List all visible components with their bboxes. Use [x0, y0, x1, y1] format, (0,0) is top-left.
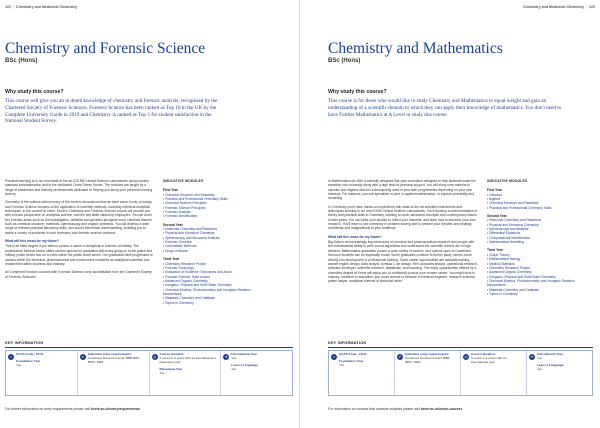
key-info-label: Course duration: [159, 352, 185, 356]
module-item: • Calculus [487, 193, 591, 197]
key-info-value: Yes [159, 370, 165, 375]
module-item: • Chemistry Research Project [487, 266, 591, 270]
module-item: • Forensic Genetics [163, 240, 267, 244]
key-info-cell [329, 351, 395, 395]
module-list [487, 218, 591, 244]
module-item: • Chemical Science Principles [163, 201, 267, 205]
key-info-cell [461, 351, 527, 395]
key-info-cell [527, 351, 592, 395]
module-item: • Chemistry Research Project [163, 262, 267, 266]
key-info-value: Yes [537, 366, 543, 371]
key-info-value: 3 years or 4 years with an international year [471, 355, 507, 364]
module-item: • Drugs of Abuse [163, 249, 267, 253]
body-paragraph: Big Data is an increasingly important area of chemical and pharmaceutical research and people with the mathematical ability to write sound algorithms and understand the scientific context are in high demand. Mathematics graduates pursue a wide variety of careers, and options open to Combined Honours students can be especially broad. Some graduates continue to further study; others move directly into employment or professional training. Some career opportunities are actuarial training, aircraft engine design, data analyst, formula 1 car design, NHS accounts analyst, operational research, software developer, scientific research, statistician, and teaching. The many opportunities offered by a chemistry degree at Keele will equip you to confidently pursue your chosen career. You might work in industry, research or education; you could choose to become a chemical engineer, research scientist, patent lawyer, analytical chemist or technical writer. [328, 240, 478, 284]
key-info-label: Learn a Language [231, 362, 258, 367]
footer-text: For information on courses that combine subjects please visit [328, 407, 421, 411]
module-item: • Forensic Science Team project [163, 275, 267, 279]
module-item: • Chemical Kinetics, Photochemistry and Inorganic Reaction Mechanisms [487, 279, 591, 288]
key-info-label: Indicative entry requirements: [87, 352, 132, 356]
module-list [163, 227, 267, 253]
module-item: • Molecular Chemistry and Reactions [163, 227, 267, 231]
module-item: • Inorganic, Physical and Solid State Chemistry [163, 283, 267, 287]
module-item: • Physical and Structural Chemistry [487, 223, 591, 227]
year-label: Third Year [163, 257, 180, 262]
module-item: • Criminalistic Methods [163, 244, 267, 248]
module-item: • Forensic Identification [163, 214, 267, 218]
module-item: • Spectroscopy and Analysis [487, 227, 591, 231]
module-list [163, 193, 267, 219]
key-info-label: UCAS Code - FG11 [339, 352, 367, 356]
degree-label: BSc (Hons) [328, 58, 361, 64]
module-item: • Forensic Science Principles [163, 206, 267, 210]
footer-note [5, 407, 140, 411]
module-item: • Inorganic, Physical and Solid State Chemistry [487, 275, 591, 279]
key-info-value: Yes [231, 355, 237, 360]
page-number: 122 [5, 5, 11, 9]
body-paragraph: In Chemistry you'll have hands-on experience with state-of-the-art scientific instruments and techniques working in our new £34M Central Science Laboratories. You'll develop a solid foundation of theory and practical skills in Chemistry, building to cover advanced concepts and contemporary issues in later years. You can tailor your studies to reflect your interests, and learn how to enhance your own research. You'll learn to use chemistry in problem solving and to present your theories and findings confidently and imaginatively to your audience. [328, 204, 478, 231]
module-item: • Chemical Structure and Reactivity [487, 201, 591, 205]
module-item: • Practical and Professional Chemistry Skills [487, 206, 591, 210]
key-info-value: Combined Honours A level: BBB IBSC: DDD [405, 355, 450, 364]
key-info-value: Yes [16, 362, 22, 367]
why-study-text: This course is for those who would like to study Chemistry and Mathematics in equal weight and gain an understanding of a scientific domain to which they can apply their knowledge of mathematics. You don't need to have Further Mathematics at A Level to study this course. [328, 98, 562, 118]
key-info-heading: KEY INFORMATION [5, 341, 44, 345]
running-head: Chemistry and Medicinal Chemistry | 123 [523, 5, 595, 9]
key-info-label: UCAS Code - FF41 [16, 352, 44, 356]
location-icon: ⌖ [331, 354, 337, 360]
module-item: • Evaluation of Evidence: Explosives and Arson [163, 270, 267, 274]
key-info-cell [6, 351, 78, 395]
module-item: • Materials Chemistry and Catalysis [163, 296, 267, 300]
footer-link[interactable]: keele.ac.uk/entryrequirements [91, 407, 140, 411]
key-info-label: International Year [537, 352, 563, 356]
right-page [300, 0, 600, 428]
module-item: • Mathematical Modelling [487, 240, 591, 244]
key-info-label: Learn a Language [537, 362, 564, 367]
running-head: 122 | Chemistry and Medicinal Chemistry [5, 5, 77, 9]
module-list [487, 193, 591, 210]
plane-icon: ✈ [530, 354, 534, 359]
why-study-text: This course will give you an in depth knowledge of chemistry and forensic analysis, recognised by the Chartered Society of Forensic Sciences. Forensic Science has been ranked as Top 10 in the UK by the Complete University Guide in 2019 and Chemistry is ranked as Top 5 for student satisfaction in the National Student Survey. [5, 98, 218, 125]
page-number: 123 [589, 5, 595, 9]
key-info-cell [395, 351, 461, 395]
course-title: Chemistry and Mathematics [328, 40, 503, 57]
module-item: • Chemical Structure and Reactivity [163, 193, 267, 197]
year-label: Third Year [487, 248, 504, 253]
module-item: • Chemical Kinetics, Photochemistry and Inorganic Reaction Mechanisms [163, 288, 267, 297]
body-paragraph: This is an ideal degree if you wish to pursue a career in analytical or forensic chemistry. The professional forensic sector offers various options for graduates with many going on to the police and military police forces and on to roles within the public crime sector. Our graduates have progressed to careers within the chemical, pharmaceutical and environment industries as analytical scientists and researchers within business and industry. [5, 244, 153, 266]
indicative-modules [487, 179, 591, 296]
key-info-value: Combined Honours A level: BBB-BBC IBSC: DDD [87, 355, 140, 364]
footer-link[interactable]: keele.ac.uk/cmbr-courses [420, 407, 463, 411]
plane-icon: ✈ [224, 354, 228, 359]
modules-heading: INDICATIVE MODULES [163, 179, 204, 183]
body-paragraph: In Mathematics we offer a carefully designed first year curriculum designed to help students make the transition into university study with a high level of personal support. You will study core material in calculus and algebra which is subsequently used in your later programmes depending on your own interests. For instance, you can specialise in pure or applied mathematics, or explore probability and modelling. [328, 179, 476, 201]
key-info-cell [150, 351, 222, 395]
module-item: • Forensic Toxicology [163, 266, 267, 270]
key-info-value: Yes [537, 355, 543, 360]
module-item: • Computational Mathematics [487, 236, 591, 240]
key-info-label: Foundation Year [16, 358, 41, 363]
module-item: • Advanced Organic Chemistry [487, 270, 591, 274]
module-item: • Mathematical Biology [487, 257, 591, 261]
module-item: • Algebra [487, 197, 591, 201]
divider [328, 347, 593, 348]
course-description [328, 179, 478, 288]
year-label: Second Year [163, 222, 183, 227]
key-info-value: Yes [339, 362, 345, 367]
check-icon: ✔ [398, 354, 402, 359]
key-info-label: International Year [231, 352, 258, 356]
key-info-label: Placement Year [159, 366, 183, 371]
check-icon: ✔ [81, 354, 85, 359]
indicative-modules [163, 179, 267, 305]
section-name: Chemistry and Medicinal Chemistry [16, 5, 77, 9]
module-item: • Advanced Organic Chemistry [163, 279, 267, 283]
section-name: Chemistry and Medicinal Chemistry [523, 5, 584, 9]
year-label: First Year [487, 188, 502, 193]
key-info-box [5, 350, 293, 396]
key-info-value: Yes [231, 366, 237, 371]
footer-text: For further information on entry requirements please visit [5, 407, 92, 411]
key-info-label: Course duration: [471, 352, 496, 356]
module-list [487, 253, 591, 296]
module-item: • Differential Equations [487, 231, 591, 235]
module-item: • Graph Theory [487, 253, 591, 257]
module-item: • Medical Statistics [487, 262, 591, 266]
key-info-cell [78, 351, 150, 395]
why-study-heading: Why study this course? [328, 89, 387, 95]
key-info-cell [221, 351, 292, 395]
why-study-heading: Why study this course? [5, 89, 64, 95]
key-info-heading: KEY INFORMATION [328, 341, 367, 345]
modules-heading: INDICATIVE MODULES [487, 179, 528, 183]
module-item: • Physical and Structural Chemistry [163, 231, 267, 235]
module-item: • Topics in Chemistry [163, 301, 267, 305]
key-info-label: Indicative entry requirements: [405, 352, 450, 356]
body-paragraph: All Combined Honours courses with Forensic Science carry accreditation from the Chartered Society of Forensic Sciences. [5, 270, 152, 279]
course-title: Chemistry and Forensic Science [5, 40, 206, 57]
degree-label: BSc (Hons) [5, 58, 38, 64]
key-info-label: Foundation Year [339, 358, 364, 363]
clock-icon: ◷ [464, 354, 468, 359]
module-item: • Forensic Analysis [163, 210, 267, 214]
clock-icon: ◷ [153, 354, 156, 359]
body-paragraph: Chemistry is the science behind many of the modern innovations that we have come to rely on today, and Forensic Science focuses on the application of scientific methods, including chemical analytical techniques, in the context of crime. Keele's Chemistry and Forensic Science course will provide you with a broad perspective on analytical science, and the key skills valued by employers. You will cover key forensic areas such as fire investigation, ballistics and genetics alongside more chemical themes such as chemical structure, materials, spectroscopy and organic synthesis. You will develop a wide range of relevant practical laboratory skills, and sound theoretical understanding, enabling you to tackle a variety of problems in both chemistry and forensic science contexts. [5, 200, 153, 235]
module-item: • Spectroscopy and Advanced Analysis [163, 236, 267, 240]
year-label: Second Year [487, 214, 507, 219]
year-label: First Year [163, 188, 178, 193]
course-description [5, 179, 155, 283]
future-heading: What will this mean for my future? [328, 234, 382, 239]
module-list [163, 262, 267, 305]
location-icon: ⌖ [8, 354, 14, 360]
future-heading: What will this mean for my future? [5, 239, 59, 244]
module-item: • Molecular Chemistry and Reactions [487, 218, 591, 222]
module-item: • Topics in Chemistry [487, 292, 591, 296]
body-paragraph: Practical teaching is in our new state of the art £25.5M Central Science Laboratories using industry standard instrumentation and in the dedicated Crime Scene House. The modules are taught by a range of academics and industry professionals dedicated to helping you along your personal learning journey. [5, 179, 153, 197]
module-item: • Practical and Professional Chemistry Skills [163, 197, 267, 201]
key-info-value: 3 years or 4 years with an international or placement year [159, 355, 217, 364]
module-item: • Materials Chemistry and Catalysis [487, 288, 591, 292]
footer-note [328, 407, 462, 411]
divider [5, 347, 293, 348]
key-info-box [328, 350, 593, 396]
